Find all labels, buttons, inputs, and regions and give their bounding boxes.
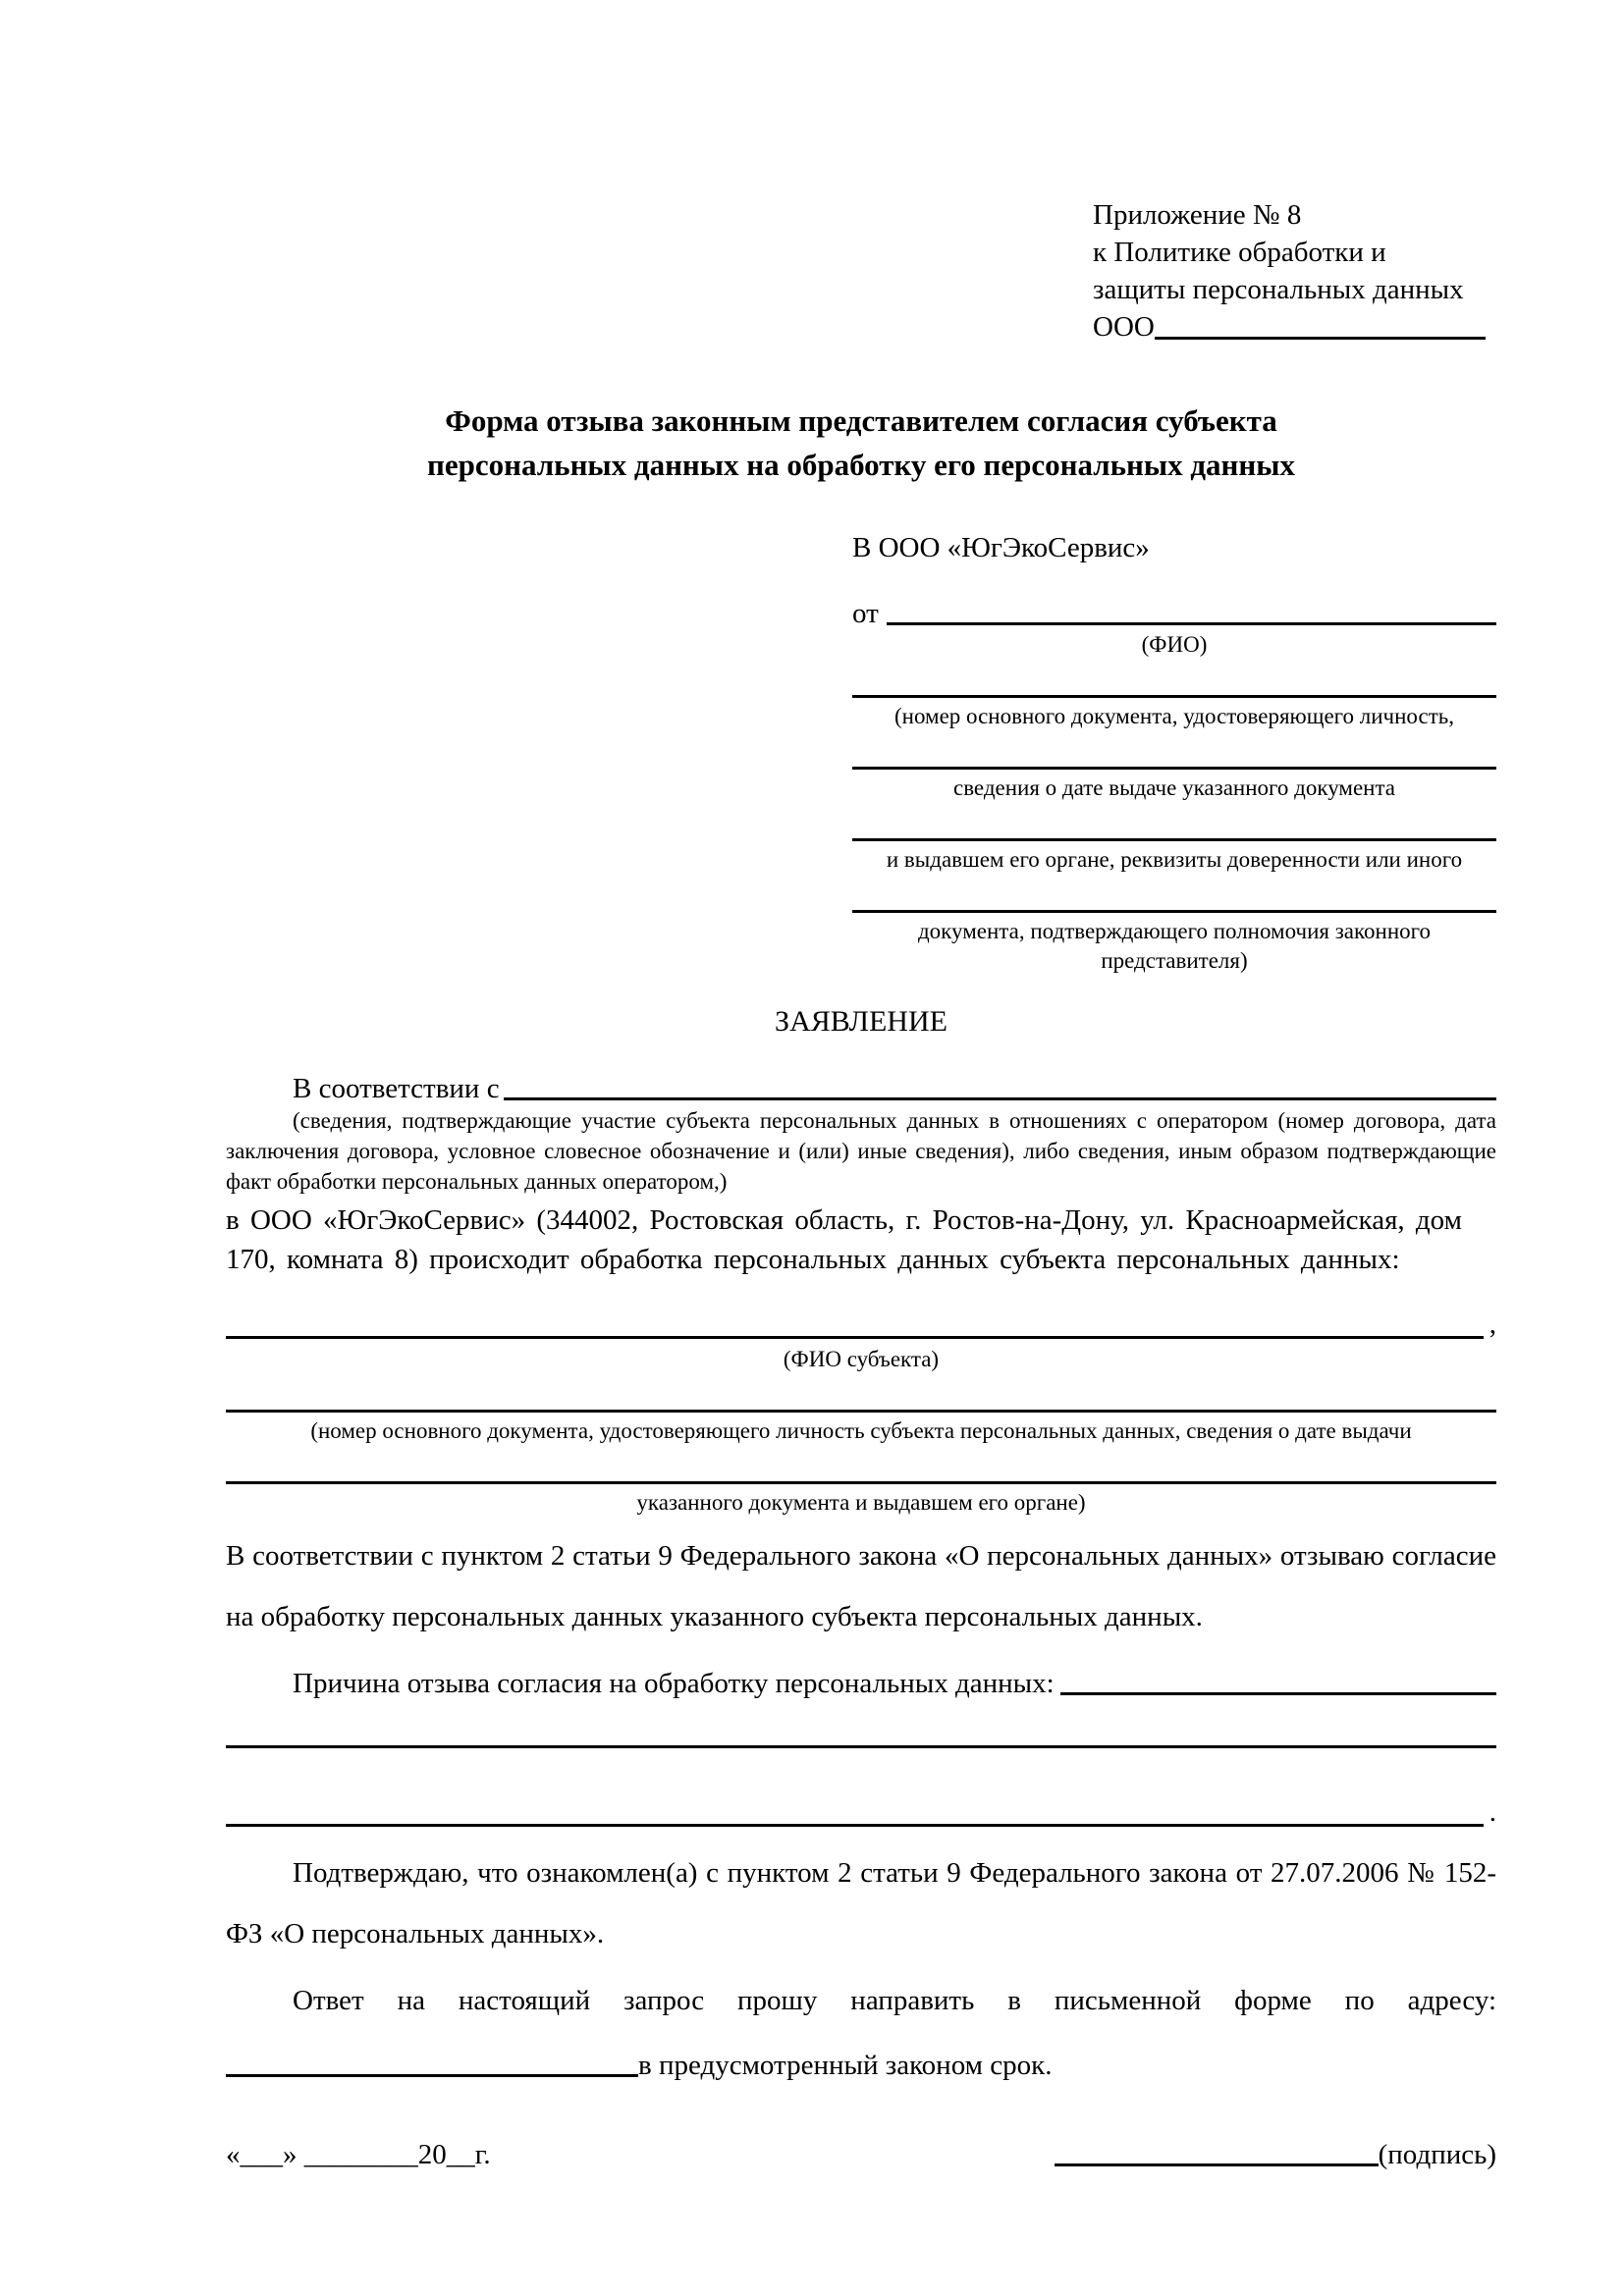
- subject-fio-row: [226, 1308, 1496, 1374]
- doc-caption-3: и выдавшем его органе, реквизиты доверенности или иного: [886, 847, 1463, 872]
- reason-row: [226, 1657, 1496, 1700]
- title-line-2: персональных данных на обработку его персональных данных: [427, 448, 1295, 482]
- reply-suffix: в предусмотренный законом срок.: [638, 2050, 1053, 2081]
- subject-doc-caption-2: указанного документа и выдавшем его органе): [636, 1490, 1086, 1515]
- from-label: от: [852, 598, 879, 629]
- appendix-line-3: защиты персональных данных: [1093, 274, 1464, 305]
- reason-blank-line: [1060, 1692, 1496, 1695]
- subject-fio-blank-line: [226, 1336, 1484, 1339]
- withdrawal-paragraph: В соответствии с пунктом 2 статьи 9 Федерального закона «О персональных данных» отзываю согласие на обработку персональных данных указанного субъекта персональных данных.: [226, 1540, 1496, 1632]
- accordance-label: В соответствии с: [293, 1073, 500, 1104]
- appendix-line-1: Приложение № 8: [1093, 199, 1302, 231]
- blank-field-line: [852, 767, 1496, 770]
- accordance-row: [226, 1062, 1496, 1105]
- reason-blank-row-1: [226, 1745, 1496, 1753]
- ooo-prefix: ООО: [1093, 311, 1155, 343]
- blank-field-line: [226, 1410, 1496, 1413]
- reply-address-row: [226, 2039, 1496, 2082]
- appendix-block: [1093, 196, 1486, 346]
- accordance-blank-line: [504, 1097, 1496, 1100]
- subject-fio-caption: (ФИО субъекта): [783, 1347, 940, 1371]
- blank-field-line: [852, 838, 1496, 841]
- document-title: [226, 399, 1496, 487]
- statement-heading: ЗАЯВЛЕНИЕ: [775, 1005, 947, 1038]
- addressee-from-row: [852, 589, 1496, 630]
- reason-label: Причина отзыва согласия на обработку персональных данных:: [293, 1668, 1055, 1699]
- doc-field-row: [852, 838, 1496, 875]
- blank-field-line: [852, 910, 1496, 913]
- subject-doc-row-2: [226, 1481, 1496, 1518]
- appendix-ooo-row: [1093, 308, 1486, 346]
- from-blank-line: [887, 622, 1496, 625]
- addressee-to: В ООО «ЮгЭкоСервис»: [852, 532, 1150, 563]
- reason-blank-row-2: [226, 1796, 1496, 1829]
- operator-paragraph: в ООО «ЮгЭкоСервис» (344002, Ростовская область, г. Ростов-на-Дону, ул. Красноармейская, дом 170, комната 8) происходит обработка персональных данных субъекта персональных данных:: [226, 1204, 1462, 1275]
- signature-group: [1055, 2139, 1496, 2171]
- doc-field-row: [852, 767, 1496, 803]
- blank-line: [226, 1745, 1496, 1748]
- accordance-note: (сведения, подтверждающие участие субъекта персональных данных в отношениях с оператором (номер договора, дата заключения договора, условное словесное обозначение и (или) иные сведения), либо сведения, иным образом подтверждающие факт обработки персональных данных оператором,): [226, 1108, 1496, 1194]
- doc-field-row: [852, 695, 1496, 731]
- subject-doc-caption-1: (номер основного документа, удостоверяющего личность субъекта персональных данных, сведения о дате выдачи: [310, 1418, 1412, 1443]
- blank-line: [226, 1824, 1484, 1827]
- doc-caption-4: документа, подтверждающего полномочия законного представителя): [917, 919, 1431, 973]
- appendix-line-2: к Политике обработки и: [1093, 237, 1386, 268]
- blank-field-line: [852, 695, 1496, 698]
- doc-caption-1: (номер основного документа, удостоверяющего личность,: [893, 704, 1454, 728]
- title-line-1: Форма отзыва законным представителем согласия субъекта: [445, 403, 1277, 438]
- address-blank-line: [226, 2074, 638, 2077]
- blank-field-line: [226, 1481, 1496, 1484]
- addressee-block: [852, 528, 1496, 976]
- date-blank: «___» ________20__г.: [226, 2139, 491, 2170]
- reply-paragraph: Ответ на настоящий запрос прошу направить в письменной форме по адресу:: [293, 1985, 1496, 2016]
- signature-caption: (подпись): [1378, 2139, 1496, 2170]
- doc-caption-2: сведения о дате выдаче указанного документа: [952, 775, 1396, 800]
- confirm-paragraph: Подтверждаю, что ознакомлен(а) с пунктом 2 статьи 9 Федерального закона от 27.07.2006 № 152-ФЗ «О персональных данных».: [226, 1857, 1496, 1949]
- doc-field-row: [852, 910, 1496, 976]
- fio-caption: (ФИО): [1141, 632, 1208, 657]
- trailing-period: .: [1489, 1796, 1496, 1828]
- signature-blank-line: [1055, 2163, 1379, 2166]
- subject-doc-row-1: [226, 1410, 1496, 1446]
- subject-comma: ,: [1489, 1308, 1496, 1340]
- footer-row: [226, 2139, 1496, 2171]
- ooo-blank-line: [1155, 337, 1486, 340]
